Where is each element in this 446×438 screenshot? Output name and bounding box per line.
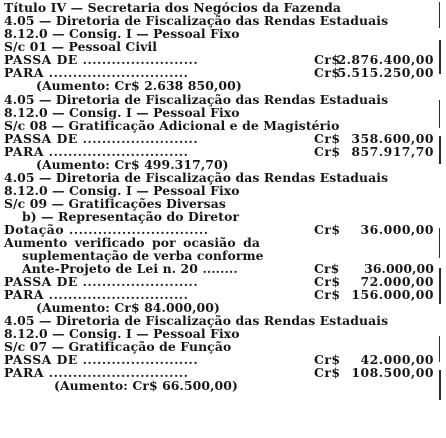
section-title: Título IV — Secretaria dos Negócios da Fazenda [4,0,342,15]
subconsignment-line: S/c 09 — Gratificações Diversas [4,196,226,211]
department-heading: 4.05 — Diretoria de Fiscalização das Rendas Estaduais [4,13,389,28]
subconsignment-line: S/c 01 — Pessoal Civil [4,39,158,54]
consignment-line: 8.12.0 — Consig. I — Pessoal Fixo [4,105,240,120]
subconsignment-line: S/c 07 — Gratificação de Função [4,339,232,354]
ledger-row: Ante-Projeto de Lei n. 20 ........ Cr$ 36.000,00 [22,261,434,276]
column-rule [439,136,441,164]
ledger-row: PASSA DE ........................ Cr$ 42.000,00 [4,352,434,367]
department-heading: 4.05 — Diretoria de Fiscalização das Rendas Estaduais [4,313,389,328]
column-rule [439,40,441,74]
column-rule [439,100,440,128]
department-heading: 4.05 — Diretoria de Fiscalização das Rendas Estaduais [4,92,389,107]
subconsignment-line: S/c 08 — Gratificação Adicional e de Magistério [4,118,340,133]
ledger-row: PARA ............................. Cr$ 5.515.250,00 [4,65,434,80]
increase-note: (Aumento: Cr$ 2.638 850,00) [36,78,242,93]
subitem-line: b) — Representação do Diretor [22,209,240,224]
ledger-row: PASSA DE ........................ Cr$ 72.000,00 [4,274,434,289]
consignment-line: 8.12.0 — Consig. I — Pessoal Fixo [4,183,240,198]
increase-note: (Aumento: Cr$ 499.317,70) [36,157,229,172]
increase-note: (Aumento: Cr$ 66.500,00) [54,378,238,393]
ledger-row: PASSA DE ........................ Cr$ 2.876.400,00 [4,52,434,67]
ledger-row: PARA ............................. Cr$ 108.500,00 [4,365,434,380]
column-rule [439,268,441,304]
ledger-row: PARA ............................. Cr$ 156.000,00 [4,287,434,302]
ledger-row: PASSA DE ........................ Cr$ 358.600,00 [4,131,434,146]
column-rule [439,2,440,28]
consignment-line: 8.12.0 — Consig. I — Pessoal Fixo [4,326,240,341]
note-line: suplementação de verba conforme [22,248,264,263]
column-rule [439,370,441,400]
column-rule [439,336,440,362]
consignment-line: 8.12.0 — Consig. I — Pessoal Fixo [4,26,240,41]
ledger-row: PARA ............................. Cr$ 857.917,70 [4,144,434,159]
department-heading: 4.05 — Diretoria de Fiscalização das Rendas Estaduais [4,170,389,185]
ledger-row: Dotação ............................. Cr$ 36.000,00 [4,222,434,237]
increase-note: (Aumento: Cr$ 84.000,00) [36,300,220,315]
note-line: Aumento verificado por ocasião da [4,235,260,250]
column-rule [439,228,440,258]
